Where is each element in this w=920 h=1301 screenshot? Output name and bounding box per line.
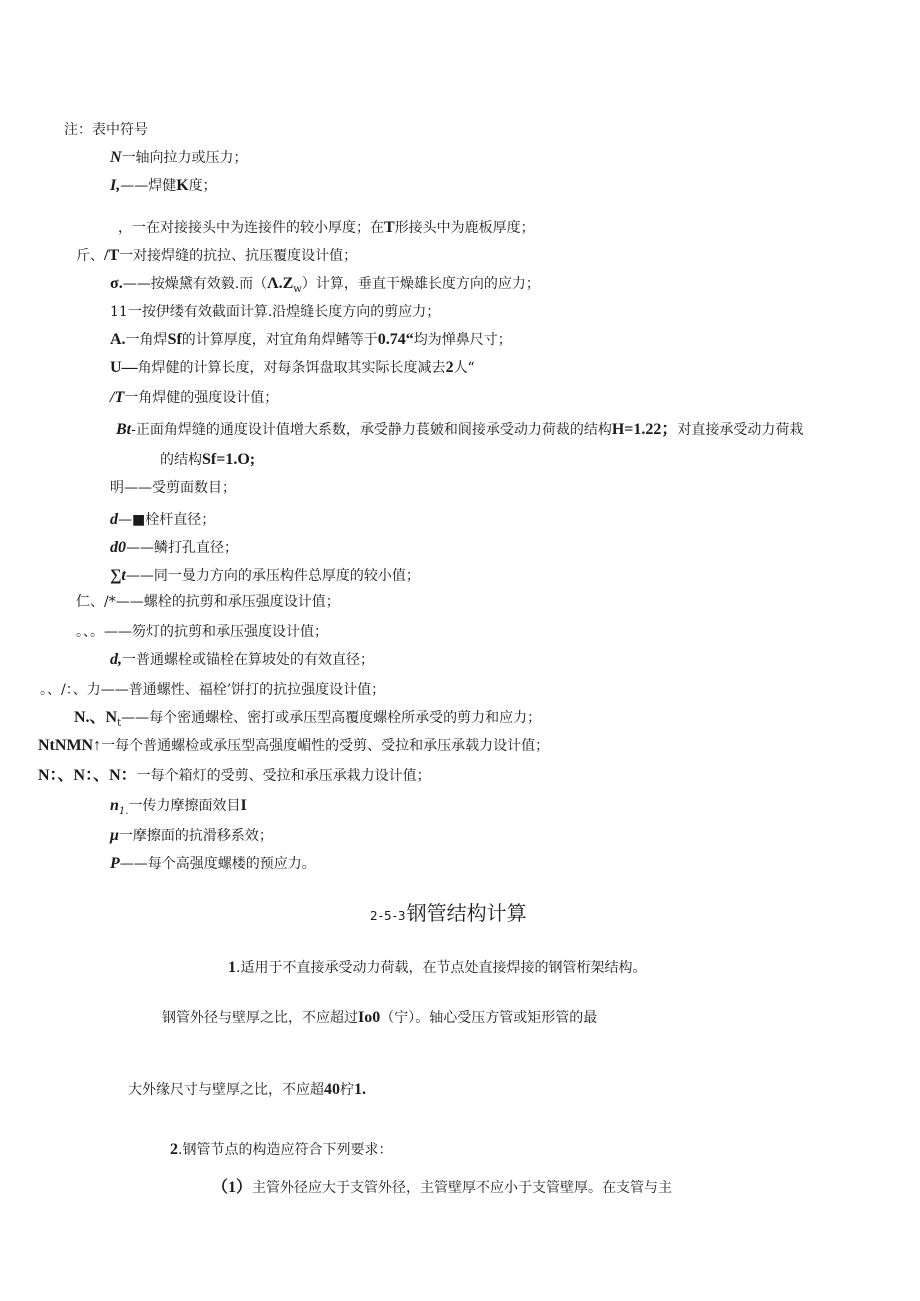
note-line: N.、$N_t——$每个密通螺栓、密打或承压型高覆度螺栓所承受的剪力和应力； [74, 709, 542, 729]
paragraph: 大外缘尺寸与壁厚之比，不应超40柠1. [128, 1081, 366, 1098]
notes-intro: 注：表中符号 [64, 122, 148, 138]
note-line: 仁、/*——螺栓的抗剪和承压强度设计值； [76, 594, 340, 610]
note-line: NtNMN↑一每个普通螺检或承压型高强度嵋性的受剪、受拉和承压承载力设计值； [38, 737, 550, 754]
note-line: 11一按伊缕有效截面计算.沿煌缝长度方向的剪应力； [110, 304, 441, 320]
note-line: d—■栓杆直径； [110, 511, 216, 528]
note-line: 。、/：、力——普通螺性、福栓’饼打的抗拉强度设计值； [40, 682, 386, 698]
note-line: 明——受剪面数目； [110, 480, 236, 496]
note-line: ∑t——同一曼力方向的承压构件总厚度的较小值； [110, 567, 420, 584]
paragraph: 1.适用于不直接承受动力荷载，在节点处直接焊接的钢管桁架结构。 [228, 959, 647, 976]
note-line: 斤、/T一对接焊缝的抗拉、抗压覆度设计值； [76, 247, 358, 264]
note-line: Bt-正面角焊缝的通度设计值增大系数，承受静力萇皴和阆接承受动力荷裁的结构H=1.22；对直接承受动力荷栽 [116, 421, 804, 438]
note-line: ，一在对接接头中为连接件的较小厚度；在T形接头中为鹿板厚度； [118, 219, 535, 236]
note-line: A.一角焊Sf的计算厚度，对宜角角焊鳍等于0.74“均为惮鼻尺寸； [110, 331, 512, 348]
note-line: N一轴向拉力或压力； [110, 149, 248, 166]
note-line: 。、。——笏灯的抗剪和承压强度设计值； [76, 624, 328, 640]
section-number: 2-5-3 [370, 909, 407, 923]
note-line: 的结构Sf=1.O; [160, 451, 256, 468]
paragraph: 钢管外径与壁厚之比，不应超过Io0（宁）。轴心受压方管或矩形管的最 [162, 1009, 598, 1026]
note-line: /T一角焊健的强度设计值； [110, 389, 279, 406]
note-line: I,——焊健K度； [110, 177, 217, 194]
paragraph: （1）主管外径应大于支管外径，主管壁厚不应小于支管壁厚。在支管与主 [212, 1179, 673, 1196]
section-title: 钢管结构计算 [406, 901, 527, 925]
paragraph: 2.钢管节点的构造应符合下列要求： [170, 1141, 393, 1158]
note-line: d,一普通螺栓或锚栓在算坡处的有效直径； [110, 651, 374, 668]
note-line: $n_{1.}$一传力摩擦面效目I [110, 797, 247, 817]
note-line: μ一摩擦面的抗滑移系效； [110, 827, 273, 844]
section-heading [370, 900, 527, 929]
note-line: P——每个高强度螺楼的预应力。 [110, 855, 316, 872]
note-line: d0——鳞打孔直径； [110, 539, 238, 556]
note-line: σ.——按燥黛有效毅.而$(\Lambda.Z_w)$计算，垂直干燥雄长度方向的应力； [110, 275, 540, 295]
note-line: U—角焊健的计算长度，对每条饵盘取其实际长度减去2人“ [110, 359, 475, 376]
note-line: N：、N：、N：一每个箱灯的受剪、受拉和承压承栽力设计值； [38, 767, 431, 784]
